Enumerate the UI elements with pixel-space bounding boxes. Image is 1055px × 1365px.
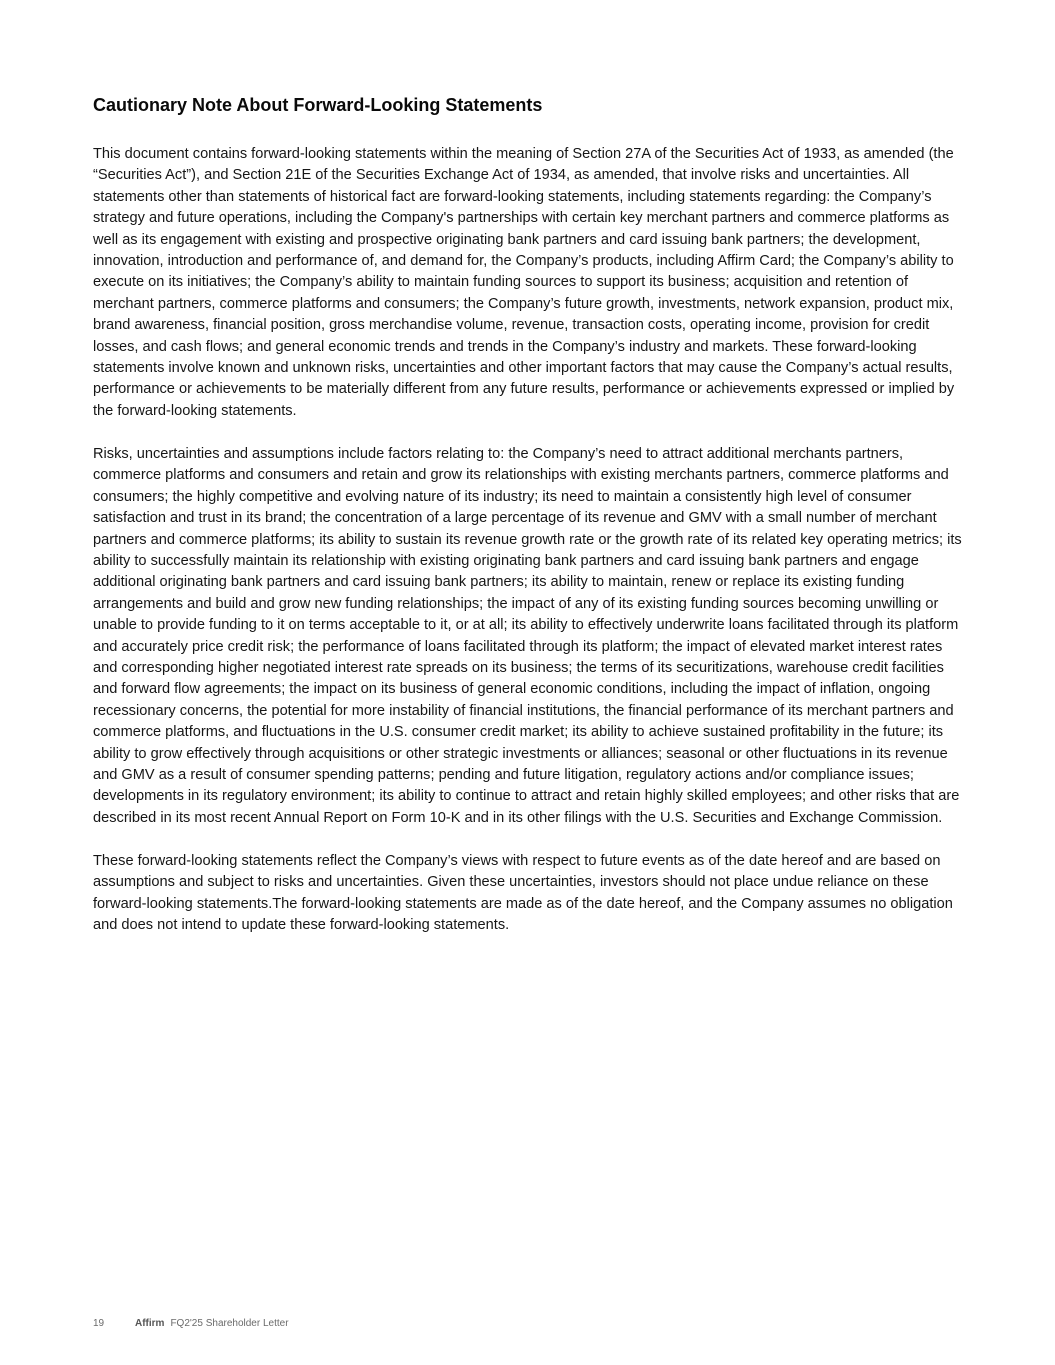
page-title: Cautionary Note About Forward-Looking Statements bbox=[93, 95, 543, 115]
footer-doc-title: FQ2'25 Shareholder Letter bbox=[170, 1318, 289, 1329]
page-number: 19 bbox=[93, 1318, 105, 1329]
page-footer bbox=[93, 1317, 289, 1331]
paragraph-intro: This document contains forward-looking statements within the meaning of Section 27A of the Securities Act of 1933, as amended (the “Securities Act”), and Section 21E of the Securities Exchange Act of 1934, as amended, that involve risks and uncertainties. All statements other than statements of historical fact are forward-looking statements, including statements regarding: the Company’s strategy and future operations, including the Company's partnerships with certain key merchant partners and commerce platforms as well as its engagement with existing and prospective originating bank partners and card issuing bank partners; the development, innovation, introduction and performance of, and demand for, the Company’s products, including Affirm Card; the Company’s ability to execute on its initiatives; the Company’s ability to maintain funding sources to support its business; acquisition and retention of merchant partners, commerce platforms and consumers; the Company’s future growth, investments, network expansion, product mix, brand awareness, financial position, gross merchandise volume, revenue, transaction costs, operating income, provision for credit losses, and cash flows; and general economic trends and trends in the Company’s industry and markets. These forward-looking statements involve known and unknown risks, uncertainties and other important factors that may cause the Company’s actual results, performance or achievements to be materially different from any future results, performance or achievements expressed or implied by the forward-looking statements. bbox=[93, 146, 955, 419]
footer-brand: Affirm bbox=[135, 1318, 165, 1329]
paragraph-closing: These forward-looking statements reflect the Company’s views with respect to future events as of the date hereof and are based on assumptions and subject to risks and uncertainties. Given these uncertainties, investors should not place undue reliance on these forward-looking statements.The forward-looking statements are made as of the date hereof, and the Company assumes no obligation and does not intend to update these forward-looking statements. bbox=[93, 852, 953, 933]
paragraph-risks: Risks, uncertainties and assumptions include factors relating to: the Company’s need to attract additional merchants partners, commerce platforms and consumers and retain and grow its relationships with existing merchants partners, commerce platforms and consumers; the highly competitive and evolving nature of its industry; its need to maintain a consistently high level of consumer satisfaction and trust in its brand; the concentration of a large percentage of its revenue and GMV with a small number of merchant partners and commerce platforms; its ability to sustain its revenue growth rate or the growth rate of its related key operating metrics; its ability to successfully maintain its relationship with existing originating bank partners and card issuing bank partners and engage additional originating bank partners and card issuing bank partners; its ability to maintain, renew or replace its existing funding arrangements and build and grow new funding relationships; the impact of any of its existing funding sources becoming unwilling or unable to provide funding to it on terms acceptable to it, or at all; its ability to effectively underwrite loans facilitated through its platform and accurately price credit risk; the performance of loans facilitated through its platform; the impact of elevated market interest rates and corresponding higher negotiated interest rate spreads on its business; the terms of its securitizations, warehouse credit facilities and forward flow agreements; the impact on its business of general economic conditions, including the impact of inflation, ongoing recessionary concerns, the potential for more instability of financial institutions, the financial performance of its merchant partners and commerce platforms, and fluctuations in the U.S. consumer credit market; its ability to achieve sustained profitability in the future; its ability to grow effectively through acquisitions or other strategic investments or alliances; seasonal or other fluctuations in its revenue and GMV as a result of consumer spending patterns; pending and future litigation, regulatory actions and/or compliance issues; developments in its regulatory environment; its ability to continue to attract and retain highly skilled employees; and other risks that are described in its most recent Annual Report on Form 10-K and in its other filings with the U.S. Securities and Exchange Commission. bbox=[93, 445, 962, 826]
document-body bbox=[93, 93, 965, 958]
